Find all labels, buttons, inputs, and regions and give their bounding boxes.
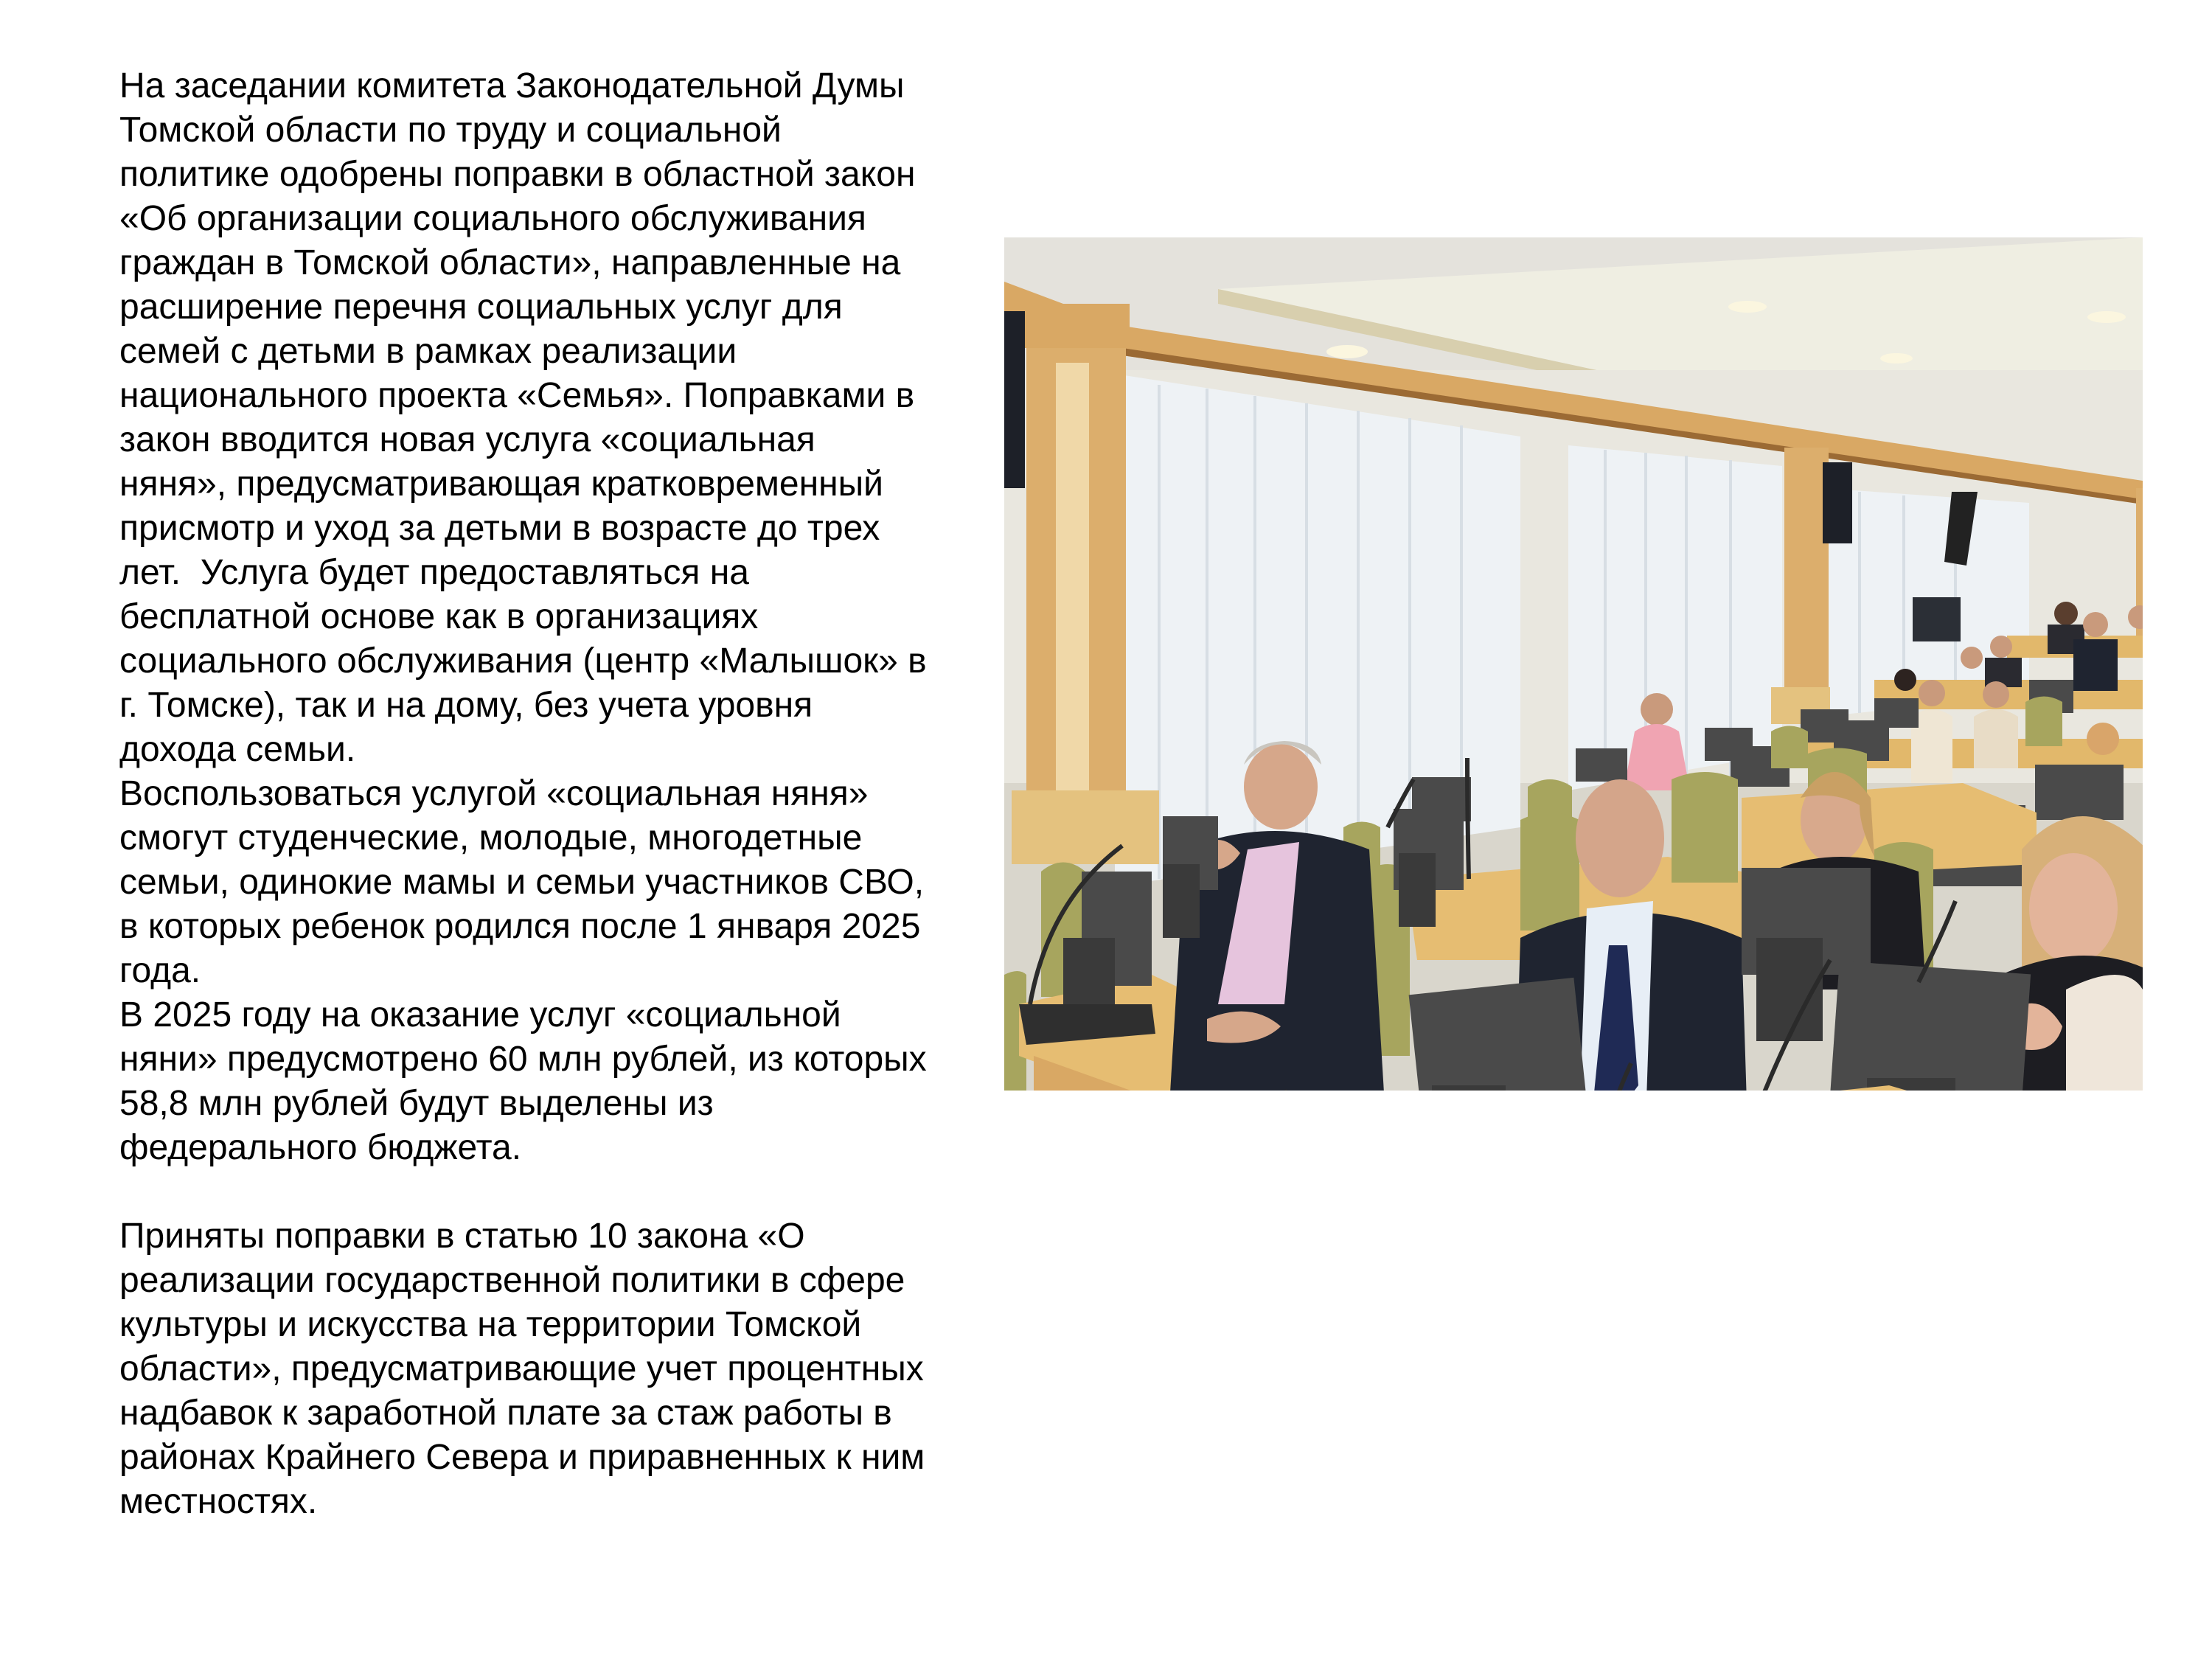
text-line: национального проекта «Семья». Поправками в	[119, 376, 915, 415]
column-capital	[1019, 304, 1130, 348]
text-line: социального обслуживания (центр «Малышок» в	[119, 641, 927, 681]
committee-meeting-photo	[1004, 237, 2143, 1091]
monitor	[1409, 978, 1592, 1091]
text-line: В 2025 году на оказание услуг «социальной	[119, 995, 841, 1034]
column-flute	[1056, 363, 1089, 820]
paragraph-spacer	[119, 1170, 990, 1214]
paragraph-committee-amendments	[119, 64, 990, 772]
text-line: Воспользоваться услугой «социальная няня»	[119, 774, 869, 813]
ceiling-light	[1880, 353, 1913, 364]
paragraph-culture-law	[119, 1214, 990, 1524]
text-line: няня», предусматривающая кратковременный	[119, 465, 883, 504]
text-line: закон вводится новая услуга «социальная	[119, 420, 815, 459]
monitor	[1829, 961, 2031, 1091]
text-line: реализации государственной политики в сфере	[119, 1261, 905, 1300]
column-base	[1012, 790, 1159, 864]
text-line: в которых ребенок родился после 1 января 2025	[119, 907, 921, 946]
speaker	[1823, 462, 1852, 543]
meeting-room-illustration	[1004, 237, 2143, 1091]
text-line: няни» предусмотрено 60 млн рублей, из которых	[119, 1040, 927, 1079]
text-line: смогут студенческие, молодые, многодетные	[119, 818, 863, 858]
text-line: бесплатной основе как в организациях	[119, 597, 759, 636]
text-line: расширение перечня социальных услуг для	[119, 288, 843, 327]
text-line: Приняты поправки в статью 10 закона «О	[119, 1217, 805, 1256]
ceiling-light	[1728, 301, 1767, 313]
paragraph-eligibility	[119, 772, 990, 993]
text-line: области», предусматривающие учет процентных	[119, 1349, 924, 1388]
text-line: культуры и искусства на территории Томской	[119, 1305, 862, 1344]
text-line: местностях.	[119, 1482, 318, 1521]
paragraph-funding	[119, 993, 990, 1170]
presenter-monitor	[1913, 597, 1961, 641]
text-line: присмотр и уход за детьми в возрасте до трех	[119, 509, 880, 548]
ceiling-light	[1326, 345, 1368, 358]
monitor-stand	[1432, 1085, 1506, 1091]
monitor-stand	[1163, 864, 1200, 938]
article-text	[119, 64, 990, 1524]
text-line: дохода семьи.	[119, 730, 356, 769]
text-line: политике одобрены поправки в областной закон	[119, 155, 916, 194]
text-line: «Об организации социального обслуживания	[119, 199, 866, 238]
text-line: лет. Услуга будет предоставляться на	[119, 553, 749, 592]
text-line: семей с детьми в рамках реализации	[119, 332, 737, 371]
text-line: районах Крайнего Севера и приравненных к ним	[119, 1438, 925, 1477]
text-line: На заседании комитета Законодательной Думы	[119, 66, 905, 105]
text-line: года.	[119, 951, 201, 990]
text-line: Томской области по труду и социальной	[119, 111, 782, 150]
column	[1784, 448, 1829, 713]
text-line: семьи, одинокие мамы и семьи участников СВО,	[119, 863, 925, 902]
text-line: федерального бюджета.	[119, 1128, 522, 1167]
text-line: надбавок к заработной плате за стаж работы в	[119, 1394, 892, 1433]
text-line: граждан в Томской области», направленные на	[119, 243, 901, 282]
ceiling-light	[2087, 311, 2126, 323]
text-line: 58,8 млн рублей будут выделены из	[119, 1084, 714, 1123]
monitor-stand	[1399, 853, 1436, 927]
text-line: г. Томске), так и на дому, без учета уровня	[119, 686, 813, 725]
speaker	[1004, 311, 1025, 488]
